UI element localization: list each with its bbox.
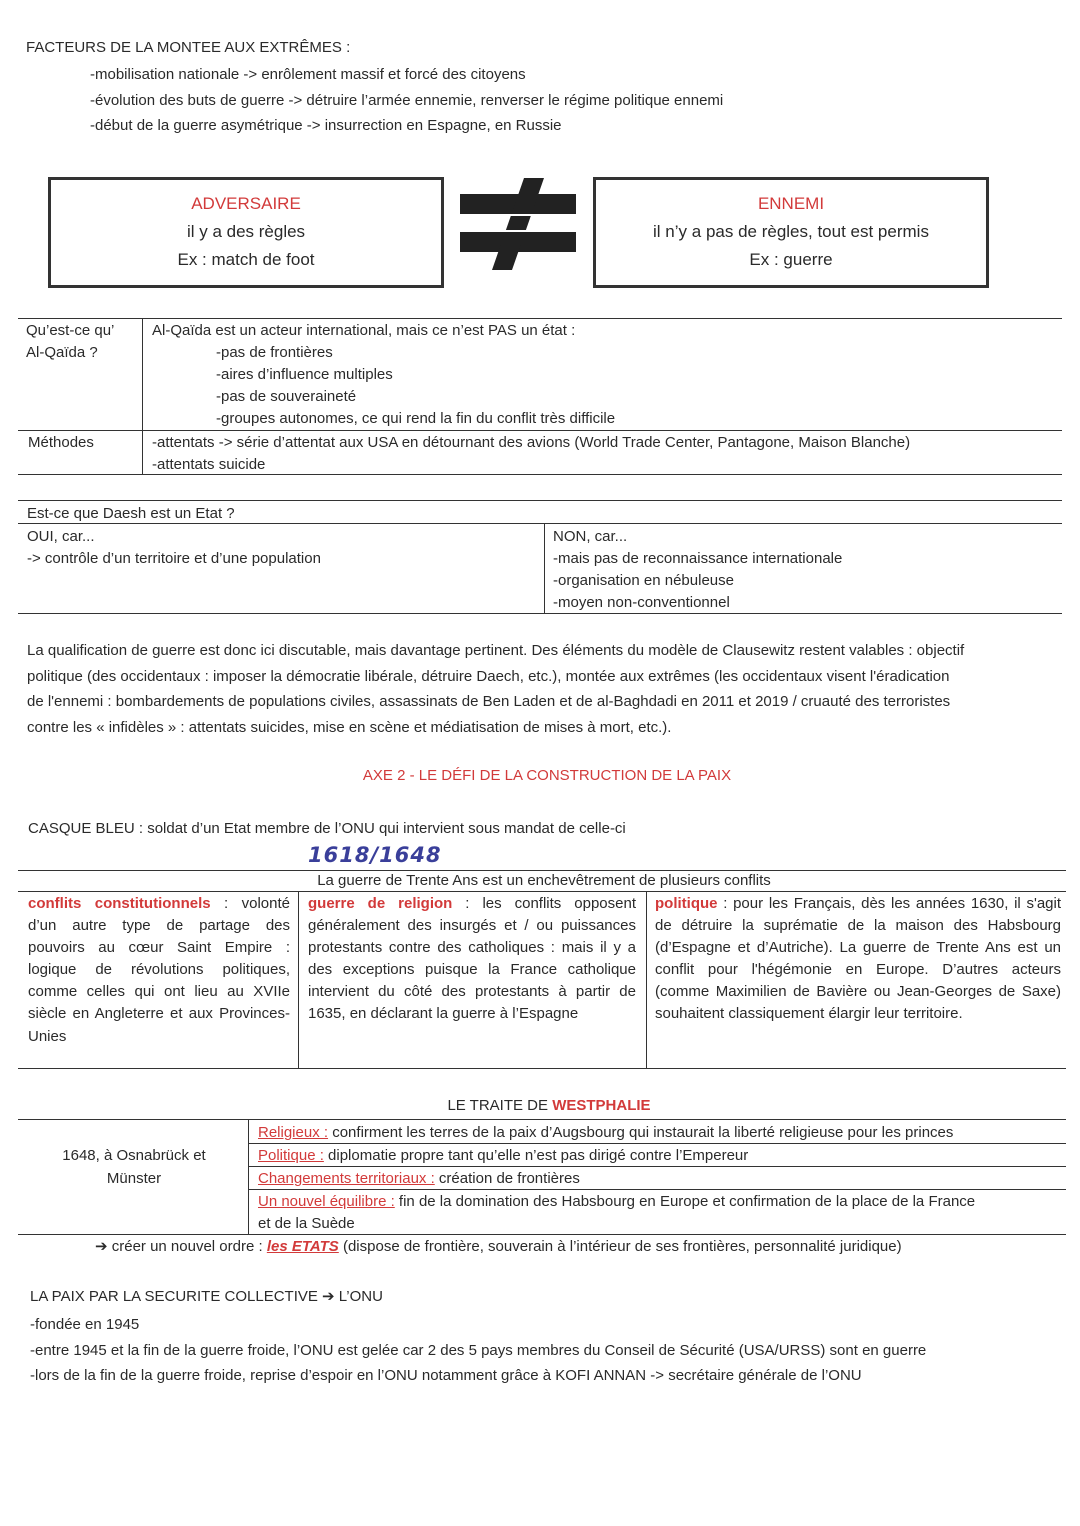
table-divider	[298, 891, 299, 1068]
term-label: Un nouvel équilibre :	[258, 1193, 395, 1210]
methodes-label: Méthodes	[28, 434, 94, 451]
table-divider	[18, 1068, 1066, 1069]
list-item: -aires d’influence multiples	[216, 366, 393, 383]
guerre-religion-cell: guerre de religion : les conflits opposent généralement des insurgés et / ou puissances protestants contre des catholiques : mais il y a des exceptions puisque la France catholique intervient du côté des protestants à partir de 1635, en déclarant la guerre à l’Espagne	[308, 895, 636, 1023]
list-item: -attentats -> série d’attentat aux USA en détournant des avions (World Trade Center, Pantagone, Maison Blanche)	[152, 434, 911, 451]
table-divider	[18, 891, 1066, 892]
table-divider	[18, 1119, 1066, 1120]
table-divider	[18, 318, 1062, 319]
westphalie-row: Changements territoriaux : création de frontières	[258, 1170, 580, 1187]
westphalie-row-continued: et de la Suède	[258, 1215, 355, 1232]
list-item: -entre 1945 et la fin de la guerre froide, l’ONU est gelée car 2 des 5 pays membres du Conseil de Sécurité (USA/URSS) sont en guerre	[30, 1341, 927, 1359]
facteurs-list	[90, 62, 723, 139]
nouvel-ordre-line: ➔ créer un nouvel ordre : les ETATS (dispose de frontière, souverain à l’intérieur de ses frontières, personnalité juridique)	[95, 1238, 902, 1255]
westphalie-row: Politique : diplomatie propre tant qu’elle n’est pas dirigé contre l’Empereur	[258, 1147, 749, 1164]
westphalie-row: Religieux : confirment les terres de la paix d’Augsbourg qui instaurait la liberté religieuse pour les princes	[258, 1124, 954, 1141]
table-divider	[646, 891, 647, 1068]
politique-cell: politique : pour les Français, dès les années 1630, il s'agit de détruire la suprématie de la maison des Habsbourg (d’Espagne et d’Autriche). La guerre de Trente Ans est un conflit pour l'hégémonie en Europe. D’autres acteurs (comme Maximilien de Bavière ou Jean-Georges de Saxe) souhaitent classiquement élargir leur territoire.	[655, 895, 1061, 1023]
table-divider	[18, 1234, 1066, 1235]
table-divider	[544, 523, 545, 613]
table-divider	[18, 500, 1062, 501]
list-item: -début de la guerre asymétrique -> insurrection en Espagne, en Russie	[90, 117, 562, 134]
daesh-oui: OUI, car... -> contrôle d’un territoire et d’une population	[27, 526, 321, 570]
list-item: -mobilisation nationale -> enrôlement massif et forcé des citoyens	[90, 66, 526, 83]
westphalie-title: LE TRAITE DE WESTPHALIE	[447, 1097, 651, 1114]
list-item: -> contrôle d’un territoire et d’une population	[27, 550, 321, 567]
westphalie-row: Un nouvel équilibre : fin de la domination des Habsbourg en Europe et confirmation de la place de la France	[258, 1193, 976, 1210]
table-divider	[18, 870, 1066, 871]
daesh-question: Est-ce que Daesh est un Etat ?	[27, 505, 235, 522]
term-label: guerre de religion	[308, 895, 453, 912]
methodes-list	[152, 432, 910, 476]
onu-list	[30, 1312, 926, 1389]
table-divider	[142, 318, 143, 474]
ennemi-example: Ex : guerre	[749, 250, 833, 269]
list-item: -organisation en nébuleuse	[553, 572, 734, 589]
casque-bleu-definition: CASQUE BLEU : soldat d’un Etat membre de l’ONU qui intervient sous mandat de celle-ci	[28, 820, 626, 837]
list-item: -moyen non-conventionnel	[553, 594, 730, 611]
conflits-constitutionnels-cell: conflits constitutionnels : volonté d’un autre type de partage des pouvoirs au cœur Saint Empire : logique de révolutions politiques, comme celles qui ont lieu au XVIIe siècle en Angleterre et aux Provinces-Unies	[28, 895, 291, 1045]
alqaida-question: Qu’est-ce qu’ Al-Qaïda ?	[26, 322, 115, 361]
securite-collective-title: LA PAIX PAR LA SECURITE COLLECTIVE ➔ L’ONU	[30, 1288, 383, 1305]
adversaire-example: Ex : match de foot	[177, 250, 315, 269]
westphalie-place: 1648, à Osnabrück et Münster	[62, 1147, 206, 1187]
ennemi-box	[593, 177, 989, 288]
adversaire-box	[48, 177, 444, 288]
list-item: -groupes autonomes, ce qui rend la fin du conflit très difficile	[216, 410, 616, 427]
section-heading: AXE 2 - LE DÉFI DE LA CONSTRUCTION DE LA PAIX	[362, 767, 732, 784]
handwritten-date: 1618/1648	[308, 843, 442, 867]
facteurs-title: FACTEURS DE LA MONTEE AUX EXTRÊMES :	[26, 39, 351, 56]
ennemi-line: il n’y a pas de règles, tout est permis	[653, 222, 929, 241]
table-divider	[248, 1119, 249, 1234]
adversaire-title: ADVERSAIRE	[191, 194, 301, 213]
adversaire-line: il y a des règles	[186, 222, 306, 241]
list-item: -évolution des buts de guerre -> détruire l’armée ennemie, renverser le régime politique ennemi	[90, 91, 724, 109]
term-label: Changements territoriaux :	[258, 1170, 435, 1187]
term-label: Politique :	[258, 1147, 324, 1164]
not-equal-icon	[458, 176, 578, 272]
list-item: -fondée en 1945	[30, 1316, 140, 1333]
daesh-non: NON, car... -mais pas de reconnaissance internationale -organisation en nébuleuse -moyen non-conventionnel	[553, 526, 842, 614]
trente-ans-title: La guerre de Trente Ans est un enchevêtrement de plusieurs conflits	[317, 872, 771, 889]
list-item: -lors de la fin de la guerre froide, reprise d’espoir en l’ONU notamment grâce à KOFI ANNAN -> secrétaire générale de l’ONU	[30, 1367, 862, 1384]
list-item: -pas de frontières	[216, 344, 333, 361]
term-label: Religieux :	[258, 1124, 329, 1141]
term-label: politique	[655, 895, 718, 912]
alqaida-definition: Al-Qaïda est un acteur international, mais ce n’est PAS un état : -pas de frontières -aires d’influence multiples -pas de souveraineté -groupes autonomes, ce qui rend la fin du conflit très difficile	[152, 320, 615, 430]
list-item: -attentats suicide	[152, 456, 266, 473]
clausewitz-paragraph: La qualification de guerre est donc ici discutable, mais davantage pertinent. Des éléments du modèle de Clausewitz restent valables : objectif politique (des occidentaux : imposer la démocratie libérale, détruire Daech, etc.), montée aux extrêmes (les occidentaux visent l'éradication de l'ennemi : bombardements de populations civiles, assassinats de Ben Laden et de al-Baghdadi en 2011 et 2019 / cruauté des terroristes contre les « infidèles » : attentats suicides, mise en scène et médiatisation de mises à mort, etc.).	[27, 642, 965, 736]
list-item: -mais pas de reconnaissance internationale	[553, 550, 843, 567]
term-label: conflits constitutionnels	[28, 895, 211, 912]
table-divider	[18, 430, 1062, 431]
list-item: -pas de souveraineté	[216, 388, 357, 405]
ennemi-title: ENNEMI	[757, 194, 825, 213]
table-divider	[18, 613, 1062, 614]
